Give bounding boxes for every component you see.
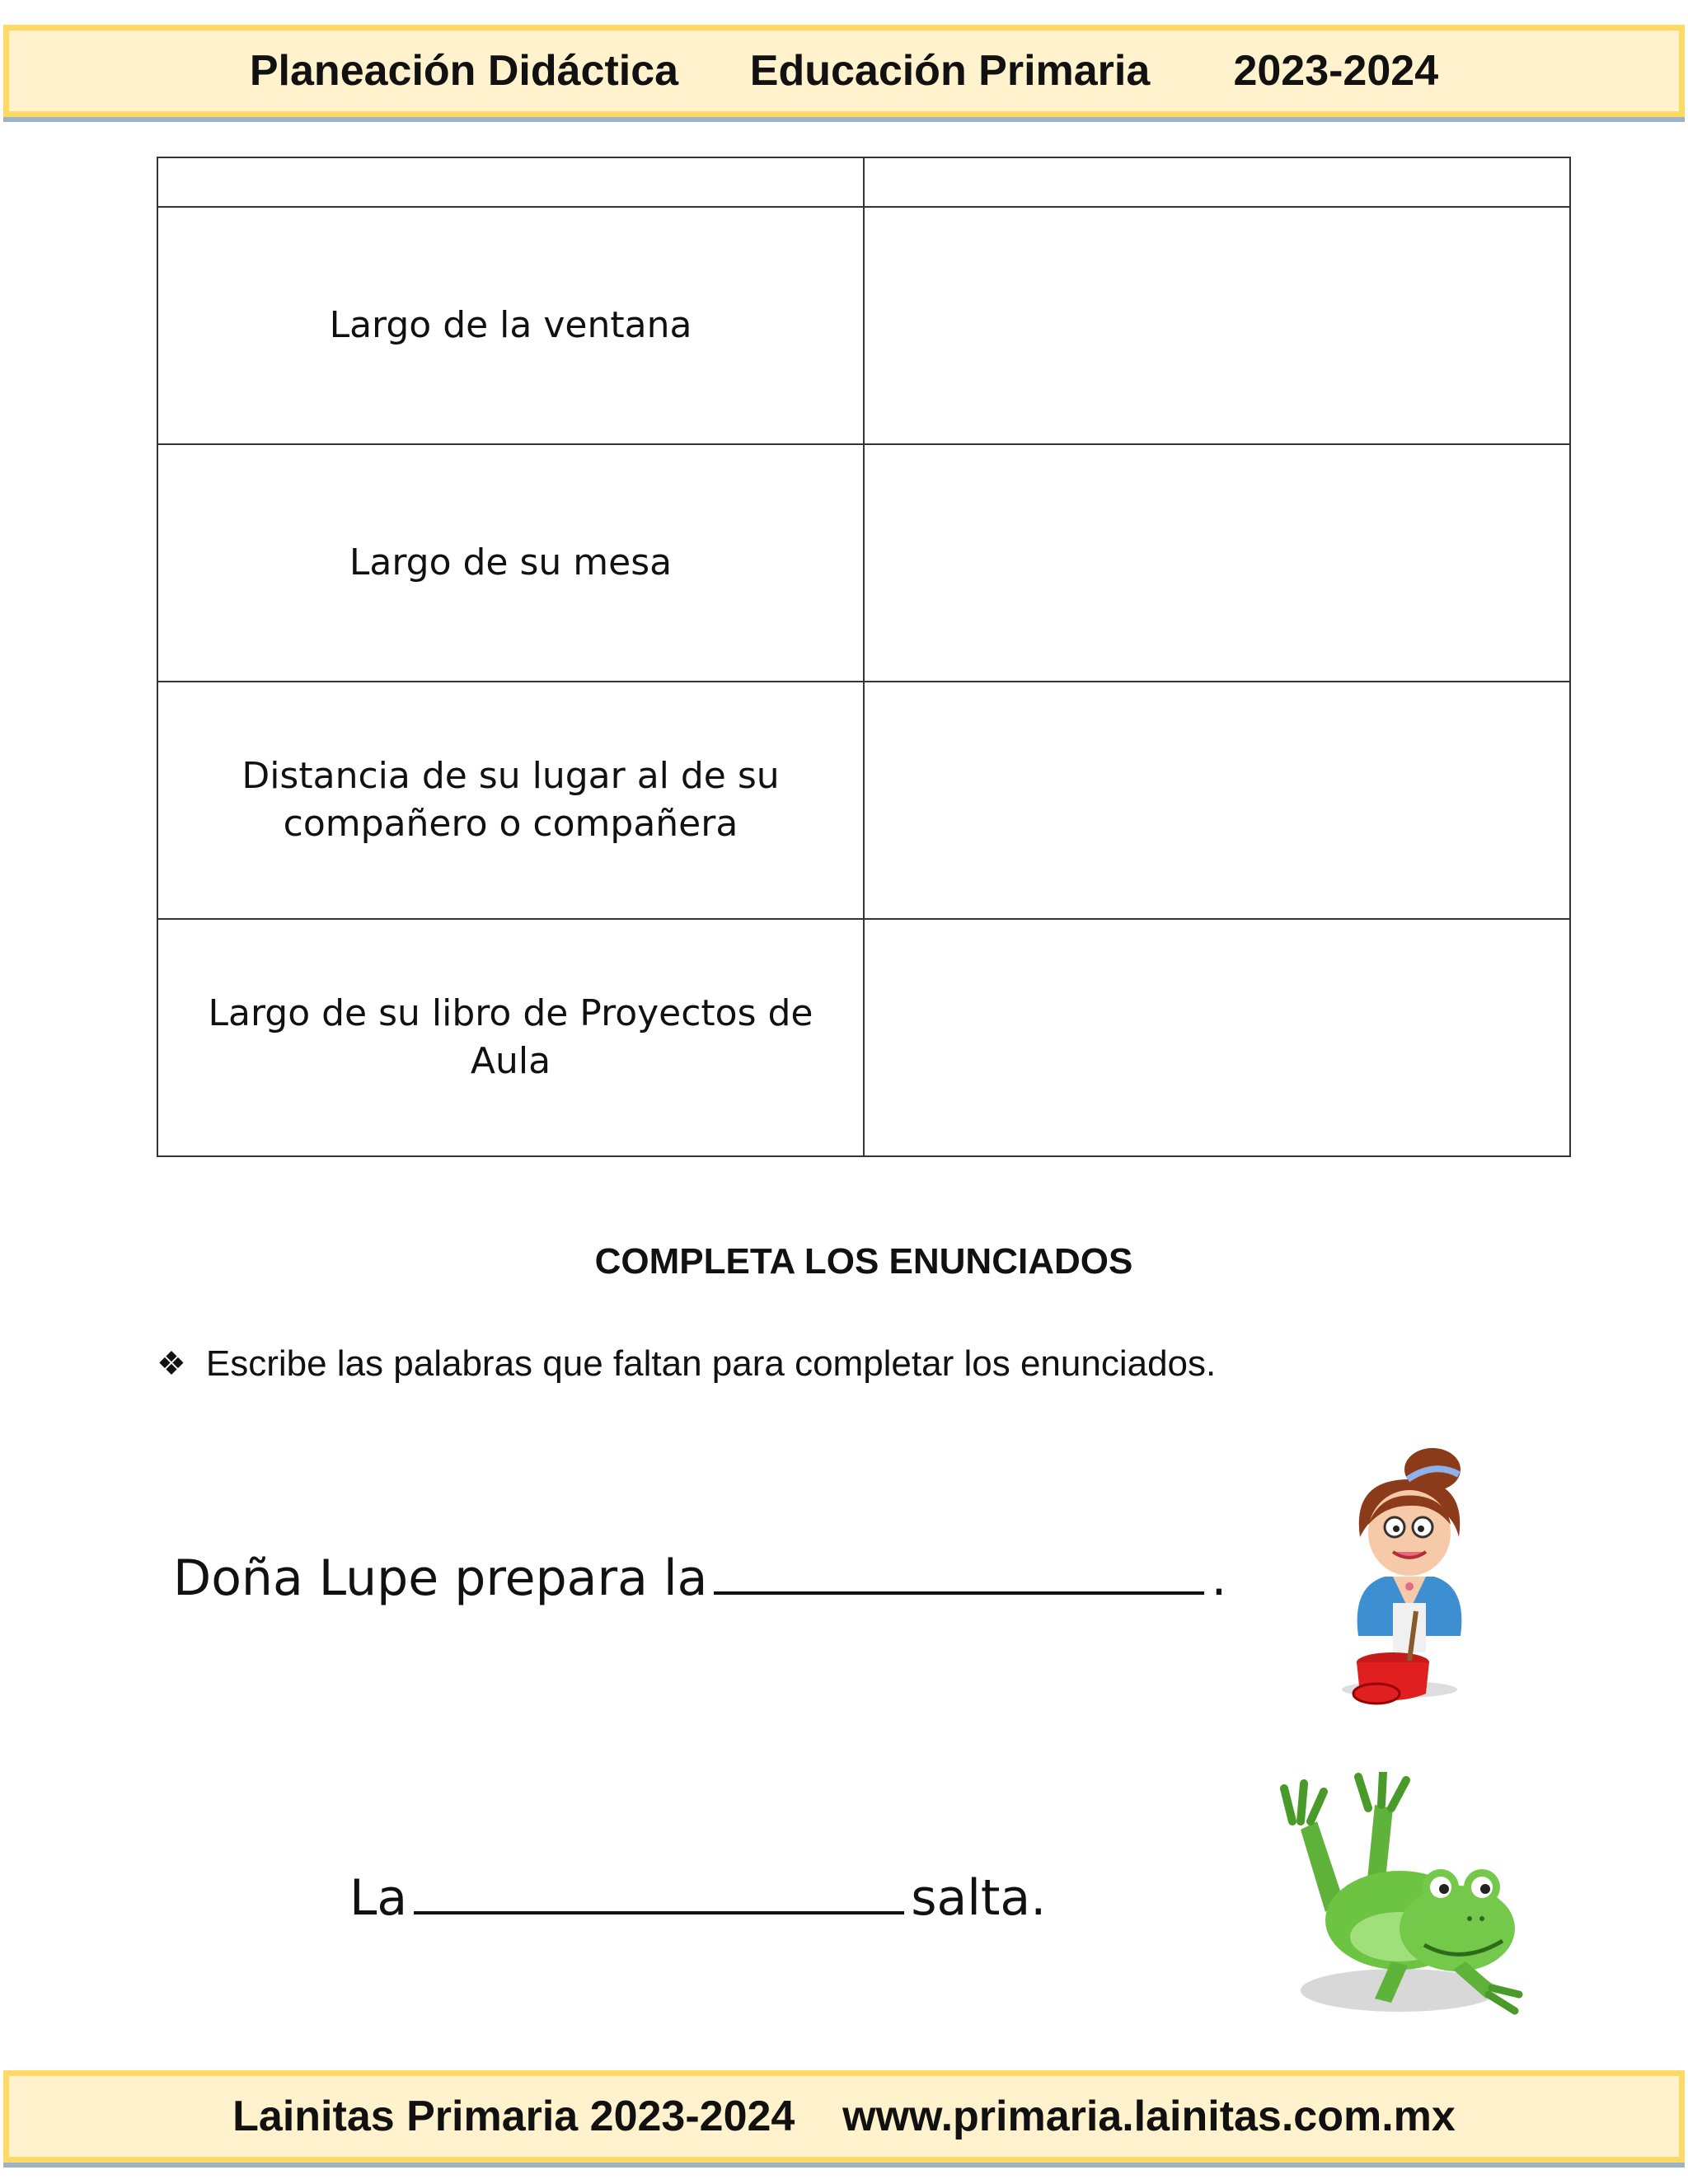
table-header-cell (864, 157, 1570, 207)
row-answer-cell[interactable] (864, 682, 1570, 919)
sentence-text-before: Doña Lupe prepara la (173, 1549, 708, 1607)
page-header (3, 25, 1685, 117)
section-title: COMPLETA LOS ENUNCIADOS (594, 1241, 1133, 1282)
footer-website-link[interactable]: www.primaria.lainitas.com.mx (842, 2093, 1456, 2140)
sentence-2 (349, 1869, 1046, 1927)
sentence-text-before: La (349, 1869, 408, 1927)
footer-brand: Lainitas Primaria 2023-2024 (232, 2093, 795, 2140)
row-label: Distancia de su lugar al de su compañero o compañera (157, 682, 864, 919)
frog-icon (1276, 1772, 1556, 2027)
answer-blank[interactable] (714, 1552, 1204, 1595)
instruction (157, 1343, 1216, 1385)
sentence-1 (173, 1549, 1226, 1607)
row-label: Largo de la ventana (157, 207, 864, 444)
sentence-text-after: . (1211, 1549, 1227, 1607)
table-row (157, 919, 1570, 1156)
row-label: Largo de su mesa (157, 444, 864, 682)
table-row (157, 444, 1570, 682)
sentence-text-after: salta. (911, 1869, 1047, 1927)
table-header-cell (157, 157, 864, 207)
answer-blank[interactable] (414, 1872, 904, 1915)
header-level: Educación Primaria (749, 47, 1151, 95)
row-answer-cell[interactable] (864, 207, 1570, 444)
table-header-row (157, 157, 1570, 207)
measurement-table (157, 157, 1571, 1157)
header-year: 2023-2024 (1233, 47, 1439, 95)
instruction-text: Escribe las palabras que faltan para completar los enunciados. (205, 1343, 1217, 1384)
row-answer-cell[interactable] (864, 444, 1570, 682)
table-row (157, 207, 1570, 444)
cook-woman-icon (1335, 1446, 1500, 1710)
row-answer-cell[interactable] (864, 919, 1570, 1156)
page-footer (3, 2070, 1685, 2163)
diamond-bullet-icon: ❖ (157, 1346, 186, 1382)
row-label: Largo de su libro de Proyectos de Aula (157, 919, 864, 1156)
header-title: Planeación Didáctica (249, 47, 679, 95)
table-row (157, 682, 1570, 919)
